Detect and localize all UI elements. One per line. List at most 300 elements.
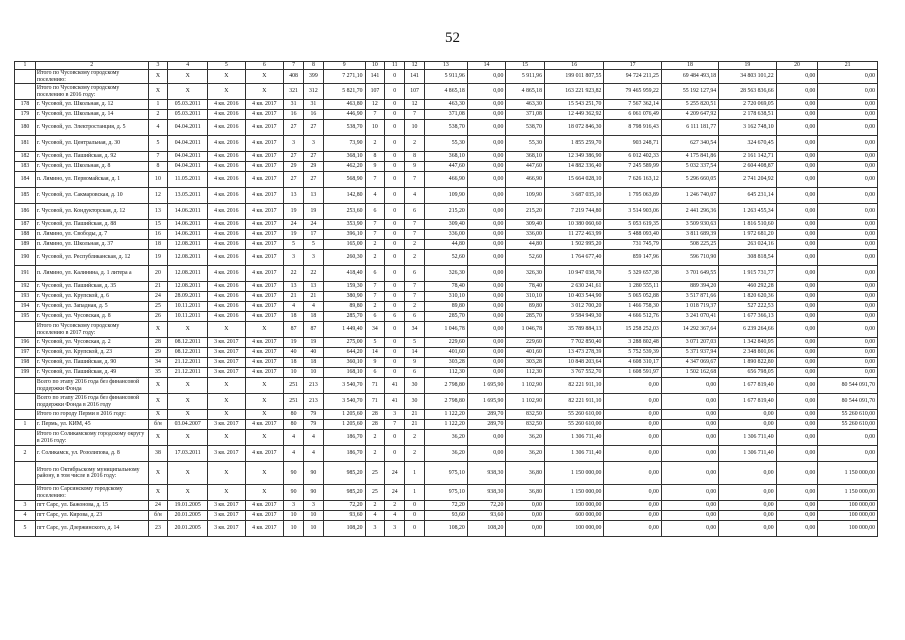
table-cell: 1 466 758,30 bbox=[604, 302, 661, 312]
table-cell: 69 484 493,18 bbox=[661, 70, 718, 84]
table-cell: 3 162 748,10 bbox=[719, 120, 776, 136]
table-cell: 0,00 bbox=[604, 521, 661, 537]
table-cell: 975,10 bbox=[424, 485, 467, 501]
table-cell: 0,00 bbox=[776, 501, 818, 511]
table-cell: X bbox=[245, 394, 284, 410]
table-cell: 5 255 820,51 bbox=[661, 100, 718, 110]
table-cell: 289,70 bbox=[467, 420, 506, 430]
table-cell: 82 221 911,10 bbox=[544, 378, 603, 394]
table-cell: 215,20 bbox=[506, 204, 545, 220]
table-cell: 05.03.2011 bbox=[168, 100, 208, 110]
table-cell: 644,20 bbox=[323, 348, 365, 358]
table-cell: 24 bbox=[148, 501, 168, 511]
table-cell: 4 кв. 2017 bbox=[245, 136, 284, 152]
table-cell: 0,00 bbox=[776, 240, 818, 250]
table-cell: 2 720 069,05 bbox=[719, 100, 776, 110]
table-cell: 1 280 555,11 bbox=[604, 282, 661, 292]
table-cell: 10 bbox=[284, 368, 304, 378]
table-cell: 192 bbox=[15, 282, 36, 292]
table-row bbox=[15, 220, 878, 230]
table-cell: 3 bbox=[284, 136, 304, 152]
table-cell: 3 514 903,06 bbox=[604, 204, 661, 220]
table-cell: 4 608 310,17 bbox=[604, 358, 661, 368]
table-cell: 4 кв. 2017 bbox=[245, 110, 284, 120]
table-cell: 0,00 bbox=[776, 394, 818, 410]
table-cell: 1 855 259,70 bbox=[544, 136, 603, 152]
table-cell: 0,00 bbox=[776, 368, 818, 378]
table-cell: 401,60 bbox=[506, 348, 545, 358]
table-cell: 93,60 bbox=[467, 511, 506, 521]
table-cell: 4 кв. 2016 bbox=[208, 172, 246, 188]
table-cell: 24 bbox=[148, 292, 168, 302]
table-cell: 196 bbox=[15, 338, 36, 348]
table-cell: 18 072 846,30 bbox=[544, 120, 603, 136]
table-cell: 4 bbox=[148, 120, 168, 136]
table-cell: 396,10 bbox=[323, 230, 365, 240]
table-cell: 12 449 362,92 bbox=[544, 110, 603, 120]
table-cell: X bbox=[148, 430, 168, 446]
table-cell: 141 bbox=[405, 70, 425, 84]
table-cell: 447,60 bbox=[506, 162, 545, 172]
table-row bbox=[15, 358, 878, 368]
table-cell: 15 258 252,03 bbox=[604, 322, 661, 338]
table-cell: X bbox=[245, 485, 284, 501]
table-cell: 275,00 bbox=[323, 338, 365, 348]
table-cell: 0,00 bbox=[776, 348, 818, 358]
table-cell: 303,28 bbox=[424, 358, 467, 368]
table-cell: 0,00 bbox=[467, 220, 506, 230]
table-cell: 25 bbox=[148, 302, 168, 312]
table-cell: 0 bbox=[385, 84, 405, 100]
table-cell: 2 bbox=[405, 136, 425, 152]
table-cell: 4 кв. 2016 bbox=[208, 312, 246, 322]
table-cell: 0,00 bbox=[818, 282, 878, 292]
table-cell: 12 bbox=[405, 100, 425, 110]
table-cell: 213 bbox=[303, 394, 323, 410]
table-row bbox=[15, 410, 878, 420]
table-cell: 2 bbox=[365, 302, 385, 312]
table-cell: 1 046,78 bbox=[506, 322, 545, 338]
table-cell: 13 bbox=[303, 282, 323, 292]
table-cell: X bbox=[245, 378, 284, 394]
table-cell: 55,30 bbox=[506, 136, 545, 152]
table-cell: 0,00 bbox=[467, 292, 506, 302]
table-cell: 7 bbox=[365, 220, 385, 230]
table-cell: 112,30 bbox=[424, 368, 467, 378]
table-cell: 0,00 bbox=[776, 172, 818, 188]
table-cell: 1 bbox=[405, 485, 425, 501]
table-cell: 24 bbox=[385, 462, 405, 485]
table-cell: 0,00 bbox=[467, 84, 506, 100]
table-cell: 28.09.2011 bbox=[168, 292, 208, 302]
address-cell: г. Чусовой, ул. Кондукторская, д. 12 bbox=[35, 204, 148, 220]
table-cell: 198 bbox=[15, 358, 36, 368]
header-cell: 12 bbox=[405, 62, 425, 70]
table-cell: 447,60 bbox=[424, 162, 467, 172]
table-cell: 6 bbox=[365, 266, 385, 282]
table-cell: 34 bbox=[148, 358, 168, 368]
table-cell: 3 767 552,70 bbox=[544, 368, 603, 378]
table-cell: 7 bbox=[148, 152, 168, 162]
table-cell: 14 292 367,64 bbox=[661, 322, 718, 338]
table-cell: 34 bbox=[405, 322, 425, 338]
table-cell: 4 кв. 2017 bbox=[245, 162, 284, 172]
header-cell: 4 bbox=[168, 62, 208, 70]
table-cell: 40 bbox=[303, 348, 323, 358]
table-cell: 0,00 bbox=[818, 312, 878, 322]
table-cell: 0,00 bbox=[818, 250, 878, 266]
table-cell: 0,00 bbox=[818, 322, 878, 338]
table-cell: 107 bbox=[365, 84, 385, 100]
table-cell: 28 bbox=[365, 410, 385, 420]
table-cell: 0,00 bbox=[467, 162, 506, 172]
table-cell: 12 bbox=[365, 100, 385, 110]
table-cell: 0,00 bbox=[661, 511, 718, 521]
table-cell: 5 065 052,88 bbox=[604, 292, 661, 302]
table-cell: 22 bbox=[284, 266, 304, 282]
table-cell: 5 821,70 bbox=[323, 84, 365, 100]
table-cell: 3 кв. 2017 bbox=[208, 348, 246, 358]
table-cell: 903 248,71 bbox=[604, 136, 661, 152]
table-cell: 4 кв. 2017 bbox=[245, 282, 284, 292]
table-cell: 0 bbox=[385, 100, 405, 110]
table-cell: 4 кв. 2016 bbox=[208, 204, 246, 220]
table-cell: 36,20 bbox=[424, 430, 467, 446]
table-cell: 6 bbox=[405, 204, 425, 220]
address-cell: Итого по Октябрьскому муниципальному району, в том числе в 2016 году: bbox=[35, 462, 148, 485]
table-cell: 0 bbox=[385, 368, 405, 378]
table-cell: 1 816 510,60 bbox=[719, 220, 776, 230]
table-cell: 44,80 bbox=[506, 240, 545, 250]
table-cell: 30 bbox=[405, 394, 425, 410]
table-cell: 0,00 bbox=[818, 368, 878, 378]
table-cell: 9 bbox=[365, 358, 385, 368]
table-cell: 20 bbox=[148, 266, 168, 282]
table-cell: 80 544 091,70 bbox=[818, 378, 878, 394]
table-cell: 0 bbox=[385, 152, 405, 162]
table-cell: 310,10 bbox=[506, 292, 545, 302]
table-cell: 4 865,18 bbox=[424, 84, 467, 100]
table-cell: 109,90 bbox=[424, 188, 467, 204]
address-cell: г. Чусовой, ул. Республиканская, д. 12 bbox=[35, 250, 148, 266]
address-cell: Итого по Чусовскому городскому поселению в 2016 году: bbox=[35, 84, 148, 100]
table-cell: 0,00 bbox=[719, 501, 776, 511]
table-cell: 600 000,00 bbox=[544, 511, 603, 521]
table-cell: 179 bbox=[15, 110, 36, 120]
address-cell: Итого по Соликамскому городскому округу в 2016 году: bbox=[35, 430, 148, 446]
table-cell: 24 bbox=[385, 485, 405, 501]
table-cell: 36,80 bbox=[506, 485, 545, 501]
address-cell: Всего по этапу 2016 года без финансовой поддержки Фонда bbox=[35, 378, 148, 394]
table-cell: 7 219 744,80 bbox=[544, 204, 603, 220]
table-cell: 10 bbox=[405, 120, 425, 136]
table-cell: 0,00 bbox=[776, 120, 818, 136]
table-cell: 80 bbox=[284, 410, 304, 420]
table-cell: 5 bbox=[148, 136, 168, 152]
table-cell: 0,00 bbox=[818, 348, 878, 358]
table-cell: 7 bbox=[405, 282, 425, 292]
table-cell: 656 798,05 bbox=[719, 368, 776, 378]
table-cell: 251 bbox=[284, 394, 304, 410]
table-cell: 72,20 bbox=[467, 501, 506, 511]
table-cell: 7 bbox=[405, 110, 425, 120]
table-cell: 5 bbox=[365, 338, 385, 348]
table-cell: 0,00 bbox=[604, 420, 661, 430]
table-cell: 1 102,90 bbox=[506, 394, 545, 410]
table-cell: 1 bbox=[405, 462, 425, 485]
table-cell: 5 329 657,38 bbox=[604, 266, 661, 282]
table-row bbox=[15, 110, 878, 120]
address-cell: г. Чусовой, ул. Чусовская, д. 2 bbox=[35, 338, 148, 348]
table-cell: 31 bbox=[303, 100, 323, 110]
address-cell: г. Чусовой, ул. Школьная, д. 8 bbox=[35, 162, 148, 172]
table-cell: 0,00 bbox=[467, 70, 506, 84]
table-cell: 0,00 bbox=[776, 485, 818, 501]
table-cell: 100 000,00 bbox=[818, 521, 878, 537]
table-cell: 184 bbox=[15, 172, 36, 188]
header-cell: 6 bbox=[245, 62, 284, 70]
table-cell: 0,00 bbox=[776, 430, 818, 446]
table-cell: 0,00 bbox=[776, 378, 818, 394]
table-cell: 19 bbox=[303, 338, 323, 348]
table-cell: 1 972 681,20 bbox=[719, 230, 776, 240]
table-cell: 08.12.2011 bbox=[168, 348, 208, 358]
table-cell: 05.03.2011 bbox=[168, 110, 208, 120]
table-cell: 11 272 463,99 bbox=[544, 230, 603, 240]
table-cell: 0,00 bbox=[776, 410, 818, 420]
table-cell: 0,00 bbox=[604, 446, 661, 462]
table-cell: 03.04.2007 bbox=[168, 420, 208, 430]
header-cell: 13 bbox=[424, 62, 467, 70]
table-cell: 4 кв. 2017 bbox=[245, 240, 284, 250]
table-cell: X bbox=[148, 485, 168, 501]
header-cell: 18 bbox=[661, 62, 718, 70]
table-cell: 109,90 bbox=[506, 188, 545, 204]
table-cell: 4 кв. 2017 bbox=[245, 501, 284, 511]
table-cell: 0,00 bbox=[467, 348, 506, 358]
table-cell: 4 bbox=[284, 302, 304, 312]
table-cell: 401,60 bbox=[424, 348, 467, 358]
table-cell: 4 кв. 2016 bbox=[208, 292, 246, 302]
table-row bbox=[15, 240, 878, 250]
table-cell: 1 205,60 bbox=[323, 420, 365, 430]
table-cell: 1 150 000,00 bbox=[544, 485, 603, 501]
table-cell: 27 bbox=[284, 120, 304, 136]
table-cell: 22 bbox=[303, 266, 323, 282]
table-cell: 0 bbox=[385, 430, 405, 446]
table-cell: 303,28 bbox=[506, 358, 545, 368]
table-cell: 0,00 bbox=[661, 446, 718, 462]
table-cell: 309,40 bbox=[506, 220, 545, 230]
table-cell: 55 260 610,00 bbox=[544, 410, 603, 420]
table-cell: 2 604 408,87 bbox=[719, 162, 776, 172]
table-cell: 0,00 bbox=[467, 152, 506, 162]
table-cell: 0,00 bbox=[776, 188, 818, 204]
table-cell: 0,00 bbox=[818, 338, 878, 348]
table-cell: 34 803 101,22 bbox=[719, 70, 776, 84]
table-cell: 71 bbox=[365, 378, 385, 394]
table-cell: 1 449,40 bbox=[323, 322, 365, 338]
table-cell: 7 567 362,14 bbox=[604, 100, 661, 110]
table-cell: 4 кв. 2017 bbox=[245, 188, 284, 204]
table-cell: 399 bbox=[303, 70, 323, 84]
header-cell: 8 bbox=[303, 62, 323, 70]
table-cell: 832,50 bbox=[506, 420, 545, 430]
table-cell: 3 288 802,48 bbox=[604, 338, 661, 348]
table-cell: 27 bbox=[303, 172, 323, 188]
table-cell: 08.12.2011 bbox=[168, 338, 208, 348]
table-cell: 0,00 bbox=[776, 162, 818, 172]
table-cell: 6 bbox=[385, 312, 405, 322]
table-cell: 0,00 bbox=[776, 152, 818, 162]
table-cell: 18 bbox=[303, 312, 323, 322]
table-cell: 4 кв. 2016 bbox=[208, 282, 246, 292]
table-cell: 3 bbox=[303, 250, 323, 266]
table-cell: 78,40 bbox=[424, 282, 467, 292]
table-cell: 18 bbox=[284, 358, 304, 368]
table-row bbox=[15, 188, 878, 204]
table-cell: 19.01.2005 bbox=[168, 501, 208, 511]
table-cell: 4 кв. 2017 bbox=[245, 348, 284, 358]
table-row bbox=[15, 136, 878, 152]
header-cell: 15 bbox=[506, 62, 545, 70]
table-cell: X bbox=[148, 378, 168, 394]
table-row bbox=[15, 338, 878, 348]
table-cell: 25 bbox=[365, 485, 385, 501]
table-cell: 35 789 884,13 bbox=[544, 322, 603, 338]
table-cell: 308 818,54 bbox=[719, 250, 776, 266]
table-cell: 2 bbox=[405, 430, 425, 446]
table-cell: 7 bbox=[385, 420, 405, 430]
table-cell: 5 053 619,35 bbox=[604, 220, 661, 230]
table-cell: 55 260 610,00 bbox=[818, 420, 878, 430]
table-cell: 1 122,20 bbox=[424, 410, 467, 420]
table-cell: 0,00 bbox=[467, 446, 506, 462]
table-cell: 5 911,96 bbox=[506, 70, 545, 84]
table-cell: 89,80 bbox=[323, 302, 365, 312]
table-cell: 2 bbox=[365, 430, 385, 446]
table-cell: 112,30 bbox=[506, 368, 545, 378]
table-cell: 0 bbox=[385, 292, 405, 302]
table-cell: 04.04.2011 bbox=[168, 162, 208, 172]
table-cell: 93,60 bbox=[424, 511, 467, 521]
table-cell: 24 bbox=[284, 220, 304, 230]
table-cell: 1 915 731,77 bbox=[719, 266, 776, 282]
table-cell: 0,00 bbox=[818, 240, 878, 250]
table-cell: 368,10 bbox=[506, 152, 545, 162]
table-cell: 19 bbox=[284, 204, 304, 220]
table-cell: 0,00 bbox=[776, 110, 818, 120]
table-cell: 3 071 207,03 bbox=[661, 338, 718, 348]
table-cell bbox=[15, 322, 36, 338]
table-cell: 13 473 278,39 bbox=[544, 348, 603, 358]
table-cell: 0,00 bbox=[776, 322, 818, 338]
table-cell: 0,00 bbox=[776, 250, 818, 266]
page-number: 52 bbox=[445, 30, 460, 46]
table-cell: 0 bbox=[385, 220, 405, 230]
table-cell: 368,10 bbox=[323, 152, 365, 162]
table-cell: 3 кв. 2017 bbox=[208, 420, 246, 430]
table-cell: 72,20 bbox=[323, 501, 365, 511]
table-cell: 0,00 bbox=[818, 110, 878, 120]
table-cell: 324 670,45 bbox=[719, 136, 776, 152]
table-cell: 0,00 bbox=[818, 152, 878, 162]
table-cell: 1 306 711,40 bbox=[719, 446, 776, 462]
table-cell: 141 bbox=[365, 70, 385, 84]
table-cell: 3 687 035,10 bbox=[544, 188, 603, 204]
table-cell: 0,00 bbox=[467, 368, 506, 378]
table-row bbox=[15, 430, 878, 446]
table-cell: 80 544 091,70 bbox=[818, 394, 878, 410]
table-cell: 4 кв. 2017 bbox=[245, 446, 284, 462]
table-cell: 0,00 bbox=[467, 188, 506, 204]
table-cell: 17 bbox=[303, 230, 323, 240]
table-cell: 371,08 bbox=[506, 110, 545, 120]
header-cell: 2 bbox=[35, 62, 148, 70]
table-cell bbox=[15, 378, 36, 394]
table-cell: 0 bbox=[385, 348, 405, 358]
table-cell: 21.12.2011 bbox=[168, 368, 208, 378]
table-cell: 4 кв. 2017 bbox=[245, 204, 284, 220]
table-cell: 645 231,14 bbox=[719, 188, 776, 204]
table-cell: 0,00 bbox=[719, 462, 776, 485]
address-cell: г. Чусовой, ул. Чусовская, д. 8 bbox=[35, 312, 148, 322]
table-cell: 0,00 bbox=[776, 302, 818, 312]
table-cell: 5 371 937,94 bbox=[661, 348, 718, 358]
table-cell: 21 bbox=[284, 292, 304, 302]
table-cell: 100 000,00 bbox=[818, 511, 878, 521]
address-cell: г. Чусовой, ул. Центральная, д. 30 bbox=[35, 136, 148, 152]
table-cell: 108,20 bbox=[467, 521, 506, 537]
address-cell: г. Чусовой, ул. Сакмаровская, д. 10 bbox=[35, 188, 148, 204]
table-cell: 1 046,78 bbox=[424, 322, 467, 338]
table-cell: 463,30 bbox=[506, 100, 545, 110]
table-row bbox=[15, 100, 878, 110]
table-cell: 188 bbox=[15, 230, 36, 240]
table-cell: 2 441 296,36 bbox=[661, 204, 718, 220]
table-cell: 4 кв. 2016 bbox=[208, 240, 246, 250]
table-cell: 100 000,00 bbox=[544, 521, 603, 537]
address-cell: Итого по Чусовскому городскому поселению в 2017 году: bbox=[35, 322, 148, 338]
address-cell: г. Пермь, ул. КИМ, 45 bbox=[35, 420, 148, 430]
table-cell: 0,00 bbox=[776, 521, 818, 537]
table-cell: 2 178 638,51 bbox=[719, 110, 776, 120]
table-cell: 79 465 959,22 bbox=[604, 84, 661, 100]
table-row bbox=[15, 250, 878, 266]
table-cell: 0,00 bbox=[818, 358, 878, 368]
table-row bbox=[15, 312, 878, 322]
table-cell: 0,00 bbox=[467, 110, 506, 120]
table-cell: 11.05.2011 bbox=[168, 172, 208, 188]
table-cell: 1 502 995,20 bbox=[544, 240, 603, 250]
table-cell: 1 820 620,36 bbox=[719, 292, 776, 302]
table-cell: 3 кв. 2017 bbox=[208, 521, 246, 537]
table-cell: 0,00 bbox=[818, 70, 878, 84]
table-cell: 3 кв. 2017 bbox=[208, 511, 246, 521]
table-cell: 4 кв. 2017 bbox=[245, 152, 284, 162]
table-cell: 28 bbox=[365, 420, 385, 430]
table-cell: 8 bbox=[148, 162, 168, 172]
table-cell: 0 bbox=[385, 172, 405, 188]
table-cell: 10.11.2011 bbox=[168, 312, 208, 322]
table-cell: 3 540,70 bbox=[323, 378, 365, 394]
table-cell: 10 bbox=[303, 368, 323, 378]
table-cell: 6 bbox=[365, 312, 385, 322]
table-cell: 14 882 336,40 bbox=[544, 162, 603, 172]
table-cell: 36,80 bbox=[506, 462, 545, 485]
table-cell: 186,70 bbox=[323, 446, 365, 462]
table-cell: 3 bbox=[365, 521, 385, 537]
